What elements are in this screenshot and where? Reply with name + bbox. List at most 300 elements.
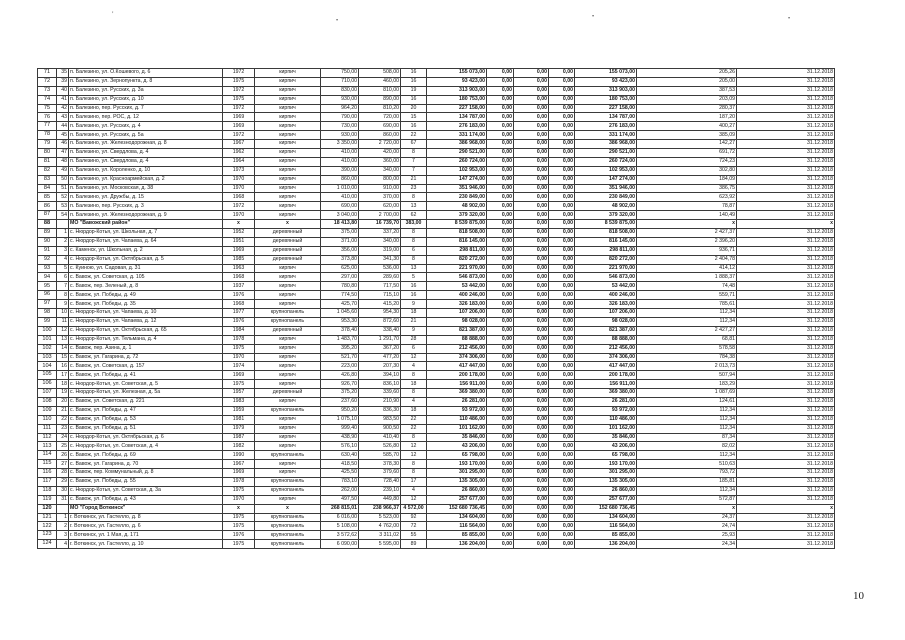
address-cell: с. Нюрдор-Котья, ул. Советская, д. 5 — [69, 380, 223, 389]
total-area-cell: 521,70 — [321, 353, 359, 362]
zero-amount-cell: 0,00 — [514, 469, 549, 478]
unit-cost-cell: 112,34 — [637, 406, 737, 415]
table-row — [38, 469, 835, 478]
deadline-date-cell: 31.12.2018 — [737, 157, 835, 166]
living-area-cell: 2 700,00 — [359, 211, 401, 220]
residents-count-cell: 21 — [401, 175, 427, 184]
zero-amount-cell: 0,00 — [514, 122, 549, 131]
total-cost-cell: 298 811,00 — [575, 246, 637, 255]
residents-count-cell: 8 — [401, 237, 427, 246]
wall-material-cell: кирпич — [255, 335, 321, 344]
wall-material-cell: кирпич — [255, 495, 321, 504]
living-area-cell: 536,00 — [359, 264, 401, 273]
residents-count-cell: 8 — [401, 193, 427, 202]
address-cell: с. Вавож, пер. Коммунальный, д. 8 — [69, 469, 223, 478]
zero-amount-cell: 0,00 — [487, 229, 514, 238]
row-number-cell: 106 — [38, 380, 57, 389]
total-cost-cell: 156 911,00 — [575, 380, 637, 389]
zero-amount-cell: 0,00 — [487, 282, 514, 291]
ordinal-number-cell: 24 — [57, 433, 69, 442]
total-area-cell: 395,20 — [321, 344, 359, 353]
zero-amount-cell: 0,00 — [514, 451, 549, 460]
address-cell: с. Вавож, ул. Победы, д. 35 — [69, 300, 223, 309]
address-cell: г. Воткинск, ул. Гастелло, д. 8 — [69, 513, 223, 522]
wall-material-cell: кирпич — [255, 371, 321, 380]
ordinal-number-cell: 18 — [57, 380, 69, 389]
zero-amount-cell: 0,00 — [487, 157, 514, 166]
table-row — [38, 246, 835, 255]
total-cost-cell: 136 204,00 — [575, 540, 637, 549]
ordinal-number-cell: 3 — [57, 531, 69, 540]
table-row — [38, 353, 835, 362]
total-area-cell: 237,60 — [321, 397, 359, 406]
residents-count-cell: 22 — [401, 424, 427, 433]
total-area-cell: 774,50 — [321, 291, 359, 300]
zero-amount-cell: 0,00 — [549, 220, 575, 229]
address-cell: с. Нюрдор-Котья, ул. Октябрьская, д. 65 — [69, 326, 223, 335]
zero-amount-cell: 0,00 — [549, 469, 575, 478]
address-cell: с. Вавож, ул. Советская, д. 221 — [69, 397, 223, 406]
wall-material-cell: кирпич — [255, 202, 321, 211]
wall-material-cell: крупнопанель — [255, 406, 321, 415]
residents-count-cell: 12 — [401, 451, 427, 460]
address-cell: п. Балезино, пер. Русских, д. 3 — [69, 202, 223, 211]
repair-cost-cell: 290 521,00 — [427, 149, 487, 158]
zero-amount-cell: 0,00 — [549, 460, 575, 469]
zero-amount-cell: 0,00 — [549, 540, 575, 549]
wall-material-cell: х — [255, 220, 321, 229]
deadline-date-cell: 31.12.2018 — [737, 540, 835, 549]
row-number-cell: 92 — [38, 255, 57, 264]
ordinal-number-cell: 48 — [57, 157, 69, 166]
total-area-cell: 860,00 — [321, 175, 359, 184]
zero-amount-cell: 0,00 — [487, 122, 514, 131]
year-built-cell: 1969 — [223, 113, 255, 122]
zero-amount-cell: 0,00 — [549, 86, 575, 95]
row-number-cell: 76 — [38, 113, 57, 122]
repair-cost-cell: 276 183,00 — [427, 122, 487, 131]
ordinal-number-cell: 46 — [57, 140, 69, 149]
total-cost-cell: 88 888,00 — [575, 335, 637, 344]
total-area-cell: 999,40 — [321, 424, 359, 433]
year-built-cell: 1972 — [223, 86, 255, 95]
unit-cost-cell: 387,53 — [637, 86, 737, 95]
unit-cost-cell: х — [637, 504, 737, 513]
row-number-cell: 78 — [38, 131, 57, 140]
total-cost-cell: 816 145,00 — [575, 237, 637, 246]
repair-cost-cell: 301 295,00 — [427, 469, 487, 478]
unit-cost-cell: 414,12 — [637, 264, 737, 273]
deadline-date-cell: 31.12.2018 — [737, 460, 835, 469]
zero-amount-cell: 0,00 — [549, 282, 575, 291]
table-row — [38, 104, 835, 113]
row-number-cell: 115 — [38, 460, 57, 469]
zero-amount-cell: 0,00 — [549, 531, 575, 540]
zero-amount-cell: 0,00 — [487, 317, 514, 326]
deadline-date-cell: 31.12.2018 — [737, 442, 835, 451]
deadline-date-cell: 31.12.2018 — [737, 380, 835, 389]
total-area-cell: 926,70 — [321, 380, 359, 389]
total-area-cell: 3 040,00 — [321, 211, 359, 220]
repair-cost-cell: 818 508,00 — [427, 229, 487, 238]
address-cell: п. Балезино, ул. Короленко, д. 10 — [69, 166, 223, 175]
ordinal-number-cell: 50 — [57, 175, 69, 184]
year-built-cell: 1951 — [223, 237, 255, 246]
year-built-cell: 1979 — [223, 424, 255, 433]
deadline-date-cell: 31.12.2018 — [737, 122, 835, 131]
year-built-cell: 1967 — [223, 140, 255, 149]
table-row — [38, 522, 835, 531]
residents-count-cell: 16 — [401, 282, 427, 291]
deadline-date-cell: 31.12.2018 — [737, 531, 835, 540]
unit-cost-cell: 724,23 — [637, 157, 737, 166]
year-built-cell: 1975 — [223, 486, 255, 495]
total-cost-cell: 417 447,00 — [575, 362, 637, 371]
row-number-cell: 104 — [38, 362, 57, 371]
deadline-date-cell: 31.12.2018 — [737, 522, 835, 531]
unit-cost-cell: 24,34 — [637, 540, 737, 549]
zero-amount-cell: 0,00 — [514, 237, 549, 246]
zero-amount-cell: 0,00 — [487, 540, 514, 549]
zero-amount-cell: 0,00 — [487, 397, 514, 406]
residents-count-cell: 8 — [401, 371, 427, 380]
repair-cost-cell: 227 158,00 — [427, 104, 487, 113]
deadline-date-cell: 31.12.2018 — [737, 513, 835, 522]
address-cell: с. Куиною, ул. Садовая, д. 31 — [69, 264, 223, 273]
wall-material-cell: деревянный — [255, 326, 321, 335]
wall-material-cell: кирпич — [255, 362, 321, 371]
row-number-cell: 82 — [38, 166, 57, 175]
year-built-cell: 1973 — [223, 166, 255, 175]
table-row — [38, 211, 835, 220]
table-row — [38, 531, 835, 540]
ordinal-number-cell: 53 — [57, 202, 69, 211]
zero-amount-cell: 0,00 — [514, 415, 549, 424]
year-built-cell: 1968 — [223, 300, 255, 309]
unit-cost-cell: 124,61 — [637, 397, 737, 406]
residents-count-cell: 8 — [401, 229, 427, 238]
wall-material-cell: крупнопанель — [255, 522, 321, 531]
deadline-date-cell: 31.12.2018 — [737, 282, 835, 291]
ordinal-number-cell: 22 — [57, 415, 69, 424]
wall-material-cell: кирпич — [255, 157, 321, 166]
table-row — [38, 291, 835, 300]
year-built-cell: 1972 — [223, 131, 255, 140]
table-row — [38, 317, 835, 326]
unit-cost-cell: 623,92 — [637, 193, 737, 202]
repair-cost-cell: 369 380,00 — [427, 389, 487, 398]
total-area-cell: 18 413,80 — [321, 220, 359, 229]
unit-cost-cell: 205,00 — [637, 77, 737, 86]
unit-cost-cell: 112,34 — [637, 415, 737, 424]
zero-amount-cell: 0,00 — [487, 433, 514, 442]
year-built-cell: 1974 — [223, 362, 255, 371]
row-number-cell: 101 — [38, 335, 57, 344]
zero-amount-cell: 0,00 — [487, 193, 514, 202]
living-area-cell: 2 720,00 — [359, 140, 401, 149]
ordinal-number-cell: 19 — [57, 389, 69, 398]
address-cell: с. Каменск, ул. Школьная, д. 2 — [69, 246, 223, 255]
row-number-cell: 114 — [38, 451, 57, 460]
deadline-date-cell: 31.12.2018 — [737, 415, 835, 424]
total-area-cell: 5 108,00 — [321, 522, 359, 531]
deadline-date-cell: 31.12.2018 — [737, 86, 835, 95]
address-cell: п. Балезино, ул. Свердлова, д. 4 — [69, 157, 223, 166]
living-area-cell: 810,20 — [359, 104, 401, 113]
zero-amount-cell: 0,00 — [514, 424, 549, 433]
repair-cost-cell: 257 677,00 — [427, 495, 487, 504]
row-number-cell: 89 — [38, 229, 57, 238]
deadline-date-cell: 31.12.2018 — [737, 229, 835, 238]
address-cell: п. Балезино, ул. Русских, д. 10 — [69, 95, 223, 104]
repair-cost-cell: 821 387,00 — [427, 326, 487, 335]
zero-amount-cell: 0,00 — [549, 211, 575, 220]
row-number-cell: 80 — [38, 149, 57, 158]
wall-material-cell: кирпич — [255, 149, 321, 158]
repair-cost-cell: 107 206,00 — [427, 309, 487, 318]
wall-material-cell: деревянный — [255, 229, 321, 238]
address-cell: п. Балезино, ул. Дружбы, д. 15 — [69, 193, 223, 202]
table-row — [38, 113, 835, 122]
table-row — [38, 486, 835, 495]
deadline-date-cell: 31.12.2018 — [737, 77, 835, 86]
residents-count-cell: 4 — [401, 397, 427, 406]
wall-material-cell: кирпич — [255, 166, 321, 175]
zero-amount-cell: 0,00 — [514, 460, 549, 469]
zero-amount-cell: 0,00 — [487, 406, 514, 415]
row-number-cell: 108 — [38, 397, 57, 406]
deadline-date-cell: 31.12.2018 — [737, 362, 835, 371]
table-row — [38, 362, 835, 371]
total-area-cell: 630,40 — [321, 451, 359, 460]
total-cost-cell: 107 206,00 — [575, 309, 637, 318]
residents-count-cell: 8 — [401, 469, 427, 478]
zero-amount-cell: 0,00 — [514, 300, 549, 309]
total-cost-cell: 8 539 875,00 — [575, 220, 637, 229]
residents-count-cell: 67 — [401, 140, 427, 149]
total-area-cell: 373,80 — [321, 255, 359, 264]
wall-material-cell: кирпич — [255, 211, 321, 220]
year-built-cell: 1967 — [223, 460, 255, 469]
zero-amount-cell: 0,00 — [549, 477, 575, 486]
address-cell: п. Балезино, ул. Железнодорожная, д. 9 — [69, 211, 223, 220]
year-built-cell: 1972 — [223, 202, 255, 211]
zero-amount-cell: 0,00 — [549, 140, 575, 149]
living-area-cell: 337,20 — [359, 229, 401, 238]
total-area-cell: 390,00 — [321, 166, 359, 175]
residents-count-cell: 15 — [401, 113, 427, 122]
wall-material-cell: крупнопанель — [255, 477, 321, 486]
year-built-cell: 1985 — [223, 255, 255, 264]
wall-material-cell: кирпич — [255, 353, 321, 362]
zero-amount-cell: 0,00 — [549, 202, 575, 211]
address-cell: г. Воткинск, ул. Гастелло, д. 10 — [69, 540, 223, 549]
zero-amount-cell: 0,00 — [549, 513, 575, 522]
ordinal-number-cell: 29 — [57, 477, 69, 486]
row-number-cell: 93 — [38, 264, 57, 273]
deadline-date-cell: 31.12.2018 — [737, 291, 835, 300]
address-cell: с. Вавож, ул. Победы, д. 53 — [69, 415, 223, 424]
table-row — [38, 282, 835, 291]
total-cost-cell: 818 508,00 — [575, 229, 637, 238]
total-cost-cell: 386 968,00 — [575, 140, 637, 149]
total-area-cell: 1 010,00 — [321, 184, 359, 193]
year-built-cell: 1976 — [223, 291, 255, 300]
table-row — [38, 442, 835, 451]
row-number-cell: 122 — [38, 522, 57, 531]
living-area-cell: 526,80 — [359, 442, 401, 451]
zero-amount-cell: 0,00 — [549, 131, 575, 140]
ordinal-number-cell: 40 — [57, 86, 69, 95]
total-cost-cell: 257 677,00 — [575, 495, 637, 504]
repair-cost-cell: 221 970,00 — [427, 264, 487, 273]
total-area-cell: 6 090,00 — [321, 540, 359, 549]
wall-material-cell: кирпич — [255, 415, 321, 424]
zero-amount-cell: 0,00 — [514, 77, 549, 86]
unit-cost-cell: 691,72 — [637, 149, 737, 158]
year-built-cell: 1977 — [223, 309, 255, 318]
total-area-cell: 3 350,00 — [321, 140, 359, 149]
total-cost-cell: 65 798,00 — [575, 451, 637, 460]
scan-mark: , — [112, 8, 114, 14]
repair-cost-cell: 155 073,00 — [427, 69, 487, 78]
year-built-cell: 1975 — [223, 77, 255, 86]
living-area-cell: 340,00 — [359, 237, 401, 246]
total-cost-cell: 331 174,00 — [575, 131, 637, 140]
row-number-cell: 116 — [38, 469, 57, 478]
living-area-cell: 585,70 — [359, 451, 401, 460]
zero-amount-cell: 0,00 — [514, 255, 549, 264]
zero-amount-cell: 0,00 — [549, 424, 575, 433]
unit-cost-cell: 578,58 — [637, 344, 737, 353]
wall-material-cell: кирпич — [255, 184, 321, 193]
wall-material-cell: кирпич — [255, 77, 321, 86]
repair-cost-cell: 98 028,00 — [427, 317, 487, 326]
zero-amount-cell: 0,00 — [549, 229, 575, 238]
unit-cost-cell: 183,29 — [637, 380, 737, 389]
ordinal-number-cell: 11 — [57, 317, 69, 326]
zero-amount-cell: 0,00 — [487, 522, 514, 531]
table-row — [38, 175, 835, 184]
deadline-date-cell: 31.12.2018 — [737, 104, 835, 113]
total-cost-cell: 260 724,00 — [575, 157, 637, 166]
row-number-cell: 95 — [38, 282, 57, 291]
zero-amount-cell: 0,00 — [487, 326, 514, 335]
address-cell: с. Вавож, пер. Азина, д. 1 — [69, 344, 223, 353]
total-area-cell: 690,00 — [321, 202, 359, 211]
zero-amount-cell: 0,00 — [514, 362, 549, 371]
row-number-cell: 77 — [38, 122, 57, 131]
zero-amount-cell: 0,00 — [549, 522, 575, 531]
row-number-cell: 123 — [38, 531, 57, 540]
address-cell: с. Вавож, ул. Победы, д. 47 — [69, 406, 223, 415]
residents-count-cell: 18 — [401, 309, 427, 318]
residents-count-cell: 20 — [401, 104, 427, 113]
total-cost-cell: 155 073,00 — [575, 69, 637, 78]
total-cost-cell: 326 183,00 — [575, 300, 637, 309]
row-number-cell: 100 — [38, 326, 57, 335]
ordinal-number-cell: 5 — [57, 264, 69, 273]
year-built-cell: 1957 — [223, 389, 255, 398]
repair-cost-cell: 313 903,00 — [427, 86, 487, 95]
total-cost-cell: 152 680 736,45 — [575, 504, 637, 513]
repair-cost-cell: 101 162,00 — [427, 424, 487, 433]
unit-cost-cell: 184,09 — [637, 175, 737, 184]
deadline-date-cell: 31.12.2018 — [737, 469, 835, 478]
table-row — [38, 300, 835, 309]
row-number-cell: 83 — [38, 175, 57, 184]
unit-cost-cell: 385,09 — [637, 131, 737, 140]
deadline-date-cell: 31.12.2018 — [737, 237, 835, 246]
zero-amount-cell: 0,00 — [549, 344, 575, 353]
residents-count-cell: 72 — [401, 522, 427, 531]
year-built-cell: 1970 — [223, 211, 255, 220]
row-number-cell: 113 — [38, 442, 57, 451]
living-area-cell: 910,00 — [359, 184, 401, 193]
living-area-cell: 620,00 — [359, 202, 401, 211]
total-cost-cell: 26 281,00 — [575, 397, 637, 406]
year-built-cell: 1964 — [223, 157, 255, 166]
table-row — [38, 326, 835, 335]
zero-amount-cell: 0,00 — [514, 273, 549, 282]
row-number-cell: 75 — [38, 104, 57, 113]
ordinal-number-cell: 26 — [57, 451, 69, 460]
zero-amount-cell: 0,00 — [549, 326, 575, 335]
table-row — [38, 255, 835, 264]
total-cost-cell: 101 162,00 — [575, 424, 637, 433]
unit-cost-cell: 25,93 — [637, 531, 737, 540]
zero-amount-cell: 0,00 — [549, 406, 575, 415]
row-number-cell: 121 — [38, 513, 57, 522]
zero-amount-cell: 0,00 — [487, 273, 514, 282]
unit-cost-cell: 784,38 — [637, 353, 737, 362]
address-cell: п. Балезино, ул. Русских, д. 4 — [69, 122, 223, 131]
living-area-cell: 860,00 — [359, 131, 401, 140]
table-row — [38, 309, 835, 318]
residents-count-cell: 89 — [401, 540, 427, 549]
total-cost-cell: 276 183,00 — [575, 122, 637, 131]
year-built-cell: 1976 — [223, 317, 255, 326]
living-area-cell: 367,20 — [359, 344, 401, 353]
zero-amount-cell: 0,00 — [549, 389, 575, 398]
total-area-cell: 730,00 — [321, 122, 359, 131]
wall-material-cell: кирпич — [255, 131, 321, 140]
year-built-cell: 1972 — [223, 69, 255, 78]
living-area-cell: 289,60 — [359, 273, 401, 282]
ordinal-number-cell: 1 — [57, 229, 69, 238]
total-cost-cell: 374 306,00 — [575, 353, 637, 362]
living-area-cell: 370,00 — [359, 193, 401, 202]
zero-amount-cell: 0,00 — [487, 69, 514, 78]
total-cost-cell: 313 903,00 — [575, 86, 637, 95]
table-row — [38, 193, 835, 202]
residents-count-cell: 12 — [401, 442, 427, 451]
unit-cost-cell: 112,34 — [637, 424, 737, 433]
residents-count-cell: 7 — [401, 157, 427, 166]
living-area-cell: 319,00 — [359, 246, 401, 255]
total-area-cell: 268 815,01 — [321, 504, 359, 513]
wall-material-cell: кирпич — [255, 69, 321, 78]
zero-amount-cell: 0,00 — [514, 229, 549, 238]
wall-material-cell: крупнопанель — [255, 451, 321, 460]
zero-amount-cell: 0,00 — [487, 424, 514, 433]
repair-cost-cell: 147 274,00 — [427, 175, 487, 184]
repair-cost-cell: 212 456,00 — [427, 344, 487, 353]
deadline-date-cell: 31.12.2018 — [737, 184, 835, 193]
wall-material-cell: крупнопанель — [255, 486, 321, 495]
table-row — [38, 237, 835, 246]
deadline-date-cell: 31.12.2018 — [737, 113, 835, 122]
